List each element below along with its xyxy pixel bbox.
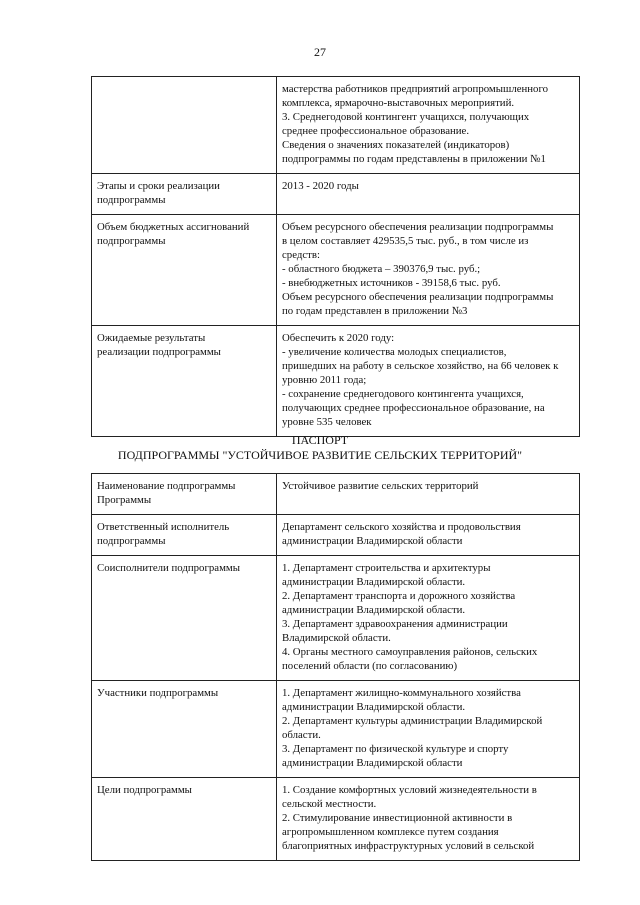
row-content-cell bbox=[277, 556, 580, 681]
row-content-line: 3. Департамент здравоохранения администрации bbox=[282, 618, 508, 630]
row-content-line: Департамент сельского хозяйства и продовольствия bbox=[282, 521, 521, 533]
row-content-line: Объем ресурсного обеспечения реализации подпрограммы bbox=[282, 291, 554, 303]
row-content-line: администрации Владимирской области bbox=[282, 535, 463, 547]
row-label-line: подпрограммы bbox=[97, 535, 166, 547]
row-content-line: 2. Департамент транспорта и дорожного хозяйства bbox=[282, 590, 516, 602]
row-content-line: - увеличение количества молодых специалистов, bbox=[282, 346, 507, 358]
row-label-cell bbox=[92, 681, 277, 778]
row-content-line: подпрограммы по годам представлены в приложении №1 bbox=[282, 153, 546, 165]
row-content-line: 1. Департамент жилищно-коммунального хозяйства bbox=[282, 687, 521, 699]
row-content-line: 2013 - 2020 годы bbox=[282, 180, 359, 192]
row-label-cell bbox=[92, 515, 277, 556]
row-label-line: Наименование подпрограммы bbox=[97, 480, 236, 492]
row-content-line: 3. Департамент по физической культуре и спорту bbox=[282, 743, 509, 755]
row-content-line: Обеспечить к 2020 году: bbox=[282, 332, 395, 344]
row-content-line: средств: bbox=[282, 249, 320, 261]
row-content-cell bbox=[277, 515, 580, 556]
row-content-line: в целом составляет 429535,5 тыс. руб., в том числе из bbox=[282, 235, 529, 247]
table-row bbox=[92, 215, 580, 326]
table-row bbox=[92, 556, 580, 681]
passport-table-continued bbox=[91, 76, 580, 437]
table-bottom-body bbox=[92, 474, 580, 861]
row-content-line: 3. Среднегодовой контингент учащихся, получающих bbox=[282, 111, 530, 123]
passport-table-rural-development bbox=[91, 473, 580, 861]
row-content-line: комплекса, ярмарочно-выставочных мероприятий. bbox=[282, 97, 515, 109]
row-content-line: пришедших на работу в сельское хозяйство, на 66 человек к bbox=[282, 360, 559, 372]
row-content-line: Объем ресурсного обеспечения реализации подпрограммы bbox=[282, 221, 554, 233]
row-content-line: 2. Департамент культуры администрации Владимирской bbox=[282, 715, 543, 727]
subprogram-title: ПОДПРОГРАММЫ "УСТОЙЧИВОЕ РАЗВИТИЕ СЕЛЬСКИХ ТЕРРИТОРИЙ" bbox=[117, 448, 523, 462]
row-content-cell bbox=[277, 778, 580, 861]
row-content-cell bbox=[277, 681, 580, 778]
passport-title: ПАСПОРТ bbox=[291, 433, 349, 447]
row-content-line: 2. Стимулирование инвестиционной активности в bbox=[282, 812, 513, 824]
row-content-line: администрации Владимирской области. bbox=[282, 576, 466, 588]
row-label-line: Ожидаемые результаты bbox=[97, 332, 206, 344]
table-row bbox=[92, 174, 580, 215]
row-content-line: Сведения о значениях показателей (индикаторов) bbox=[282, 139, 510, 151]
row-content-cell bbox=[277, 174, 580, 215]
row-content-line: - сохранение среднегодового контингента учащихся, bbox=[282, 388, 524, 400]
row-label-line: Ответственный исполнитель bbox=[97, 521, 230, 533]
row-label-line: Участники подпрограммы bbox=[97, 687, 219, 699]
row-content-line: администрации Владимирской области bbox=[282, 757, 463, 769]
row-content-line: администрации Владимирской области. bbox=[282, 604, 466, 616]
row-content-cell bbox=[277, 77, 580, 174]
table-row bbox=[92, 681, 580, 778]
row-content-line: поселений области (по согласованию) bbox=[282, 660, 458, 672]
row-label-cell bbox=[92, 778, 277, 861]
row-label-line: Программы bbox=[97, 494, 152, 506]
row-content-line: области. bbox=[282, 729, 321, 741]
row-content-line: - областного бюджета – 390376,9 тыс. руб.; bbox=[282, 263, 481, 275]
row-content-line: уровне 535 человек bbox=[282, 416, 372, 428]
row-content-line: Владимирской области. bbox=[282, 632, 391, 644]
row-content-cell bbox=[277, 215, 580, 326]
table-row bbox=[92, 474, 580, 515]
row-label-line: подпрограммы bbox=[97, 235, 166, 247]
row-content-line: уровню 2011 года; bbox=[282, 374, 367, 386]
row-content-line: среднее профессиональное образование. bbox=[282, 125, 470, 137]
row-content-line: Устойчивое развитие сельских территорий bbox=[282, 480, 479, 492]
row-content-line: получающих среднее профессиональное образование, на bbox=[282, 402, 545, 414]
row-label-line: Цели подпрограммы bbox=[97, 784, 192, 796]
table-row bbox=[92, 515, 580, 556]
row-label-line: Соисполнители подпрограммы bbox=[97, 562, 240, 574]
table-top-body bbox=[92, 77, 580, 437]
row-content-line: по годам представлен в приложении №3 bbox=[282, 305, 468, 317]
row-content-line: благоприятных инфраструктурных условий в сельской bbox=[282, 840, 535, 852]
row-label-line: Этапы и сроки реализации bbox=[97, 180, 220, 192]
row-label-cell bbox=[92, 174, 277, 215]
row-label-cell bbox=[92, 77, 277, 174]
row-content-line: сельской местности. bbox=[282, 798, 377, 810]
row-content-line: 1. Создание комфортных условий жизнедеятельности в bbox=[282, 784, 537, 796]
page-number: 27 bbox=[314, 45, 326, 59]
row-label-line: реализации подпрограммы bbox=[97, 346, 221, 358]
table-row bbox=[92, 77, 580, 174]
row-label-cell bbox=[92, 474, 277, 515]
row-label-line: Объем бюджетных ассигнований bbox=[97, 221, 250, 233]
row-label-line: подпрограммы bbox=[97, 194, 166, 206]
row-content-cell bbox=[277, 326, 580, 437]
row-content-line: агропромышленном комплексе путем создания bbox=[282, 826, 499, 838]
row-content-line: мастерства работников предприятий агропромышленного bbox=[282, 83, 549, 95]
table-row bbox=[92, 326, 580, 437]
table-row bbox=[92, 778, 580, 861]
row-content-line: 4. Органы местного самоуправления районов, сельских bbox=[282, 646, 538, 658]
row-label-cell bbox=[92, 326, 277, 437]
row-content-line: 1. Департамент строительства и архитектуры bbox=[282, 562, 491, 574]
row-content-line: администрации Владимирской области. bbox=[282, 701, 466, 713]
row-content-cell bbox=[277, 474, 580, 515]
row-content-line: - внебюджетных источников - 39158,6 тыс. руб. bbox=[282, 277, 501, 289]
row-label-cell bbox=[92, 215, 277, 326]
row-label-cell bbox=[92, 556, 277, 681]
